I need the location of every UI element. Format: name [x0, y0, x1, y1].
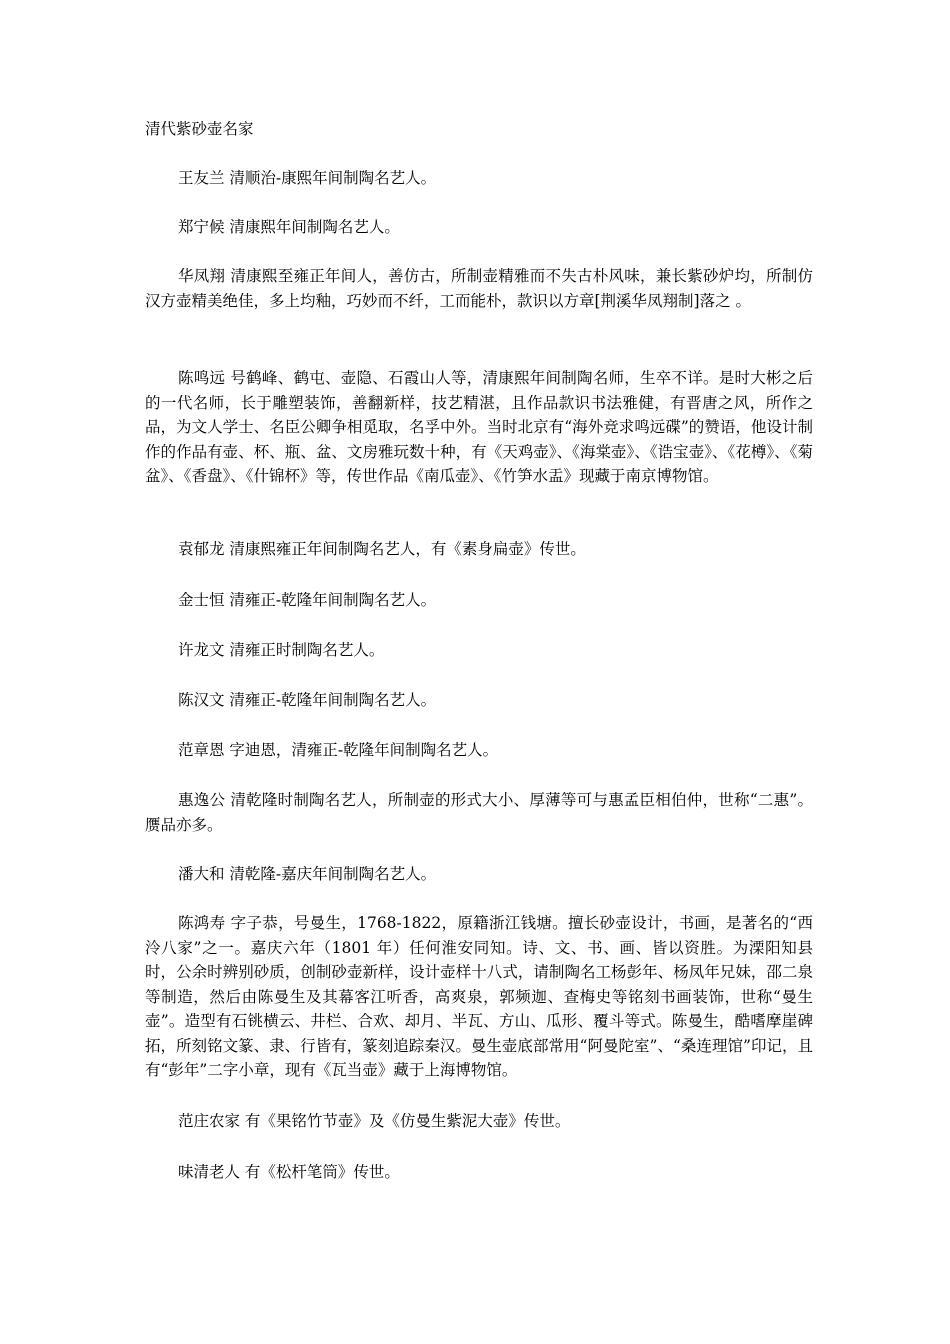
entry-weiqing-laoren: 味清老人 有《松杆笔筒》传世。: [178, 1163, 400, 1181]
entry-chen-mingyuan: 陈鸣远 号鹤峰、鹤屯、壶隐、石霞山人等，清康熙年间制陶名师，生卒不详。是时大彬之后的一代名师，长于雕塑装饰，善翻新样，技艺精湛，且作品款识书法雅健，有晋唐之风，所作之品，为文人学士、名臣公卿争相觅取，名孚中外。当时北京有“海外竞求鸣远碟”的赞语，他设计制作的作品有壶、杯、瓶、盆、文房雅玩数十种，有《天鸡壶》、《海棠壶》、《诰宝壶》、《花樽》、《菊盆》、《香盘》、《什锦杯》等，传世作品《南瓜壶》、《竹笋水盂》现藏于南京博物馆。: [145, 369, 813, 485]
document-title: 清代紫砂壶名家: [145, 120, 254, 138]
entry-fanzhuang-nongjia: 范庄农家 有《果铭竹节壶》及《仿曼生紫泥大壶》传世。: [178, 1112, 571, 1130]
entry-wang-youlan: 王友兰 清顺治-康熙年间制陶名艺人。: [178, 169, 437, 187]
entry-hua-fengxiang: 华凤翔 清康熙至雍正年间人，善仿古，所制壶精雅而不失古朴风味，兼长紫砂炉均，所制仿汉方壶精美绝佳，多上均釉，巧妙而不纤，工而能朴，款识以方章[荆溪华凤翔制]落之 。: [145, 267, 813, 310]
entry-jin-shiheng: 金士恒 清雍正-乾隆年间制陶名艺人。: [178, 591, 437, 609]
entry-chen-hongshou: 陈鸿寿 字子恭，号曼生，1768-1822，原籍浙江钱塘。擅长砂壶设计，书画，是著名的“西泠八家”之一。嘉庆六年（1801 年）任何淮安同知。诗、文、书、画、皆以资胜。为溧阳知县时，公余时辨别砂质，创制砂壶新样，设计壶样十八式，请制陶名工杨彭年、杨凤年兄妹，邵二泉等制造，然后由陈曼生及其幕客江听香，高爽泉，郭频迦、查梅史等铭刻书画装饰，世称“曼生壶”。造型有石铫横云、井栏、合欢、却月、半瓦、方山、瓜形、覆斗等式。陈曼生，酷嗜摩崖碑拓，所刻铭文篆、隶、行皆有，篆刻追踪秦汉。曼生壶底部常用“阿曼陀室”、“桑连理馆”印记，且有“彭年”二字小章，现有《瓦当壶》藏于上海博物馆。: [145, 914, 813, 1079]
entry-yuan-yulong: 袁郁龙 清康熙雍正年间制陶名艺人，有《素身扁壶》传世。: [178, 540, 586, 558]
entry-hui-yigong: 惠逸公 清乾隆时制陶名艺人，所制壶的形式大小、厚薄等可与惠孟臣相伯仲，世称“二惠”。赝品亦多。: [145, 791, 813, 834]
entry-zheng-ninghou: 郑宁候 清康熙年间制陶名艺人。: [178, 218, 400, 236]
entry-fan-zhangen: 范章恩 字迪恩，清雍正-乾隆年间制陶名艺人。: [178, 741, 499, 759]
entry-xu-longwen: 许龙文 清雍正时制陶名艺人。: [178, 641, 385, 659]
entry-pan-dahe: 潘大和 清乾隆-嘉庆年间制陶名艺人。: [178, 865, 437, 883]
entry-chen-hanwen: 陈汉文 清雍正-乾隆年间制陶名艺人。: [178, 691, 437, 709]
